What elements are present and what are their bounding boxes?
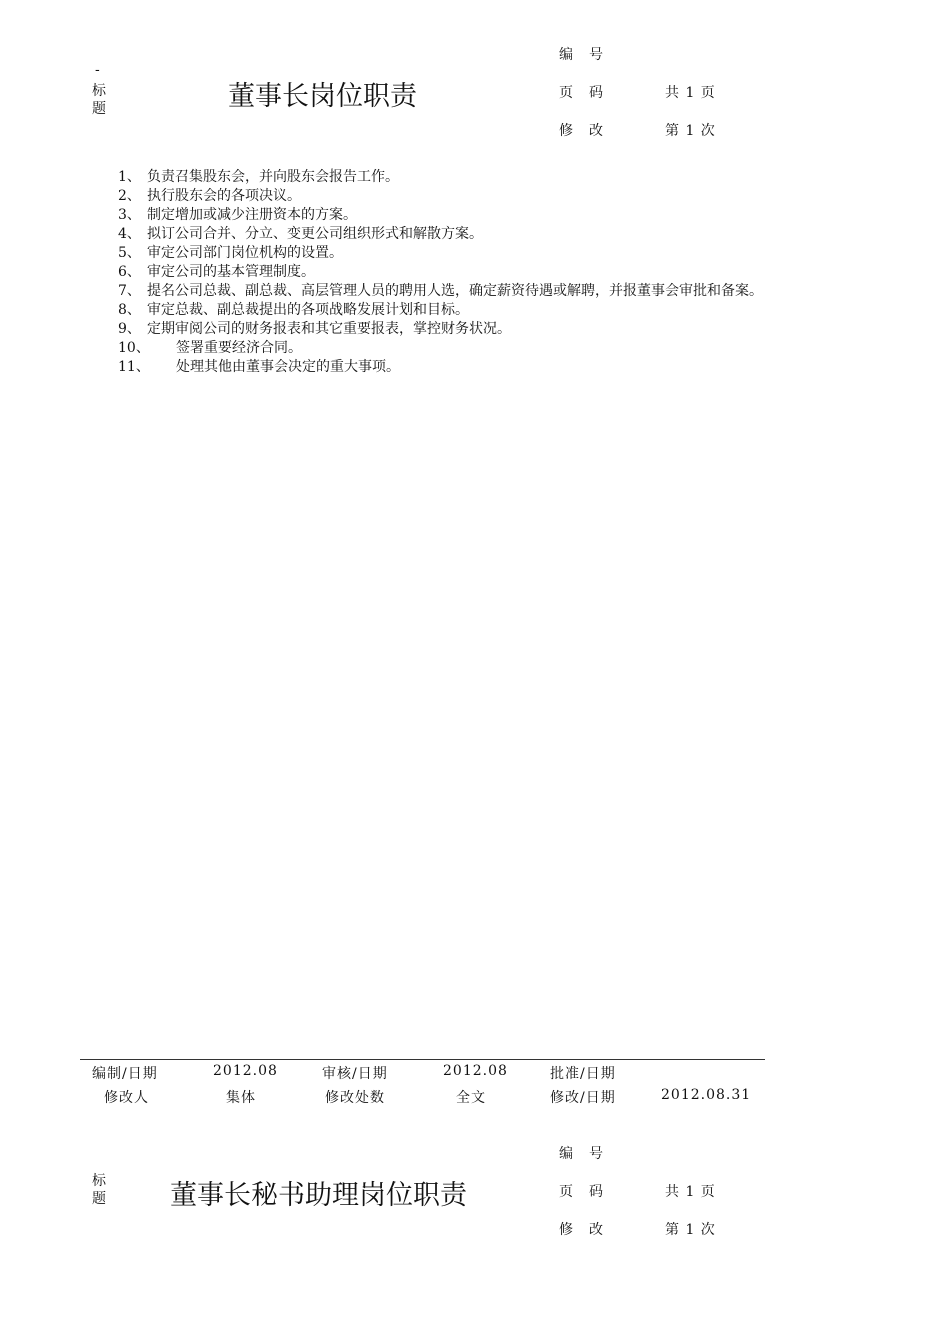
duty-item: 2、 执行股东会的各项决议。 [118,188,301,204]
changes-label: 修改处数 [325,1090,385,1106]
title-label-line1: 标 [92,83,106,99]
page-count: 共 1 页 [665,1184,716,1200]
duty-item: 4、 拟订公司合并、分立、变更公司组织形式和解散方案。 [118,226,483,242]
duty-item: 11、 处理其他由董事会决定的重大事项。 [118,359,400,375]
header-dash: - [95,62,100,78]
reviser-value: 集体 [226,1090,256,1106]
document-title: 董事长秘书助理岗位职责 [170,1180,467,1211]
duty-item: 3、 制定增加或减少注册资本的方案。 [118,207,357,223]
page-label: 页 码 [559,1184,604,1200]
duties-list [118,168,768,377]
duty-item: 10、 签署重要经济合同。 [118,340,302,356]
revision-count: 第 1 次 [665,1222,716,1238]
title-label-line2: 题 [92,1191,106,1207]
page-label: 页 码 [559,85,604,101]
duty-item: 1、 负责召集股东会，并向股东会报告工作。 [118,169,399,185]
title-label-line2: 题 [92,101,106,117]
approve-date-label: 批准/日期 [550,1066,616,1082]
code-label: 编 号 [559,47,604,63]
compile-date-label: 编制/日期 [92,1066,158,1082]
revision-date-value: 2012.08.31 [661,1087,752,1103]
duty-item: 9、 定期审阅公司的财务报表和其它重要报表，掌控财务状况。 [118,321,511,337]
code-label: 编 号 [559,1146,604,1162]
page-count: 共 1 页 [665,85,716,101]
changes-value: 全文 [456,1090,486,1106]
title-label [92,82,106,118]
review-date-label: 审核/日期 [322,1066,388,1082]
duty-item: 5、 审定公司部门岗位机构的设置。 [118,245,343,261]
duty-item: 8、 审定总裁、副总裁提出的各项战略发展计划和目标。 [118,302,469,318]
revision-label: 修 改 [559,123,604,139]
reviser-label: 修改人 [104,1090,149,1106]
title-label [92,1172,106,1208]
duty-item: 6、 审定公司的基本管理制度。 [118,264,315,280]
revision-count: 第 1 次 [665,123,716,139]
duty-item: 7、 提名公司总裁、副总裁、高层管理人员的聘用人选，确定薪资待遇或解聘，并报董事会审批和备案。 [118,283,763,299]
document-title: 董事长岗位职责 [228,81,417,112]
revision-date-label: 修改/日期 [550,1090,616,1106]
compile-date-value: 2012.08 [213,1063,278,1079]
title-label-line1: 标 [92,1173,106,1189]
revision-label: 修 改 [559,1222,604,1238]
review-date-value: 2012.08 [443,1063,508,1079]
footer-divider [80,1059,765,1060]
